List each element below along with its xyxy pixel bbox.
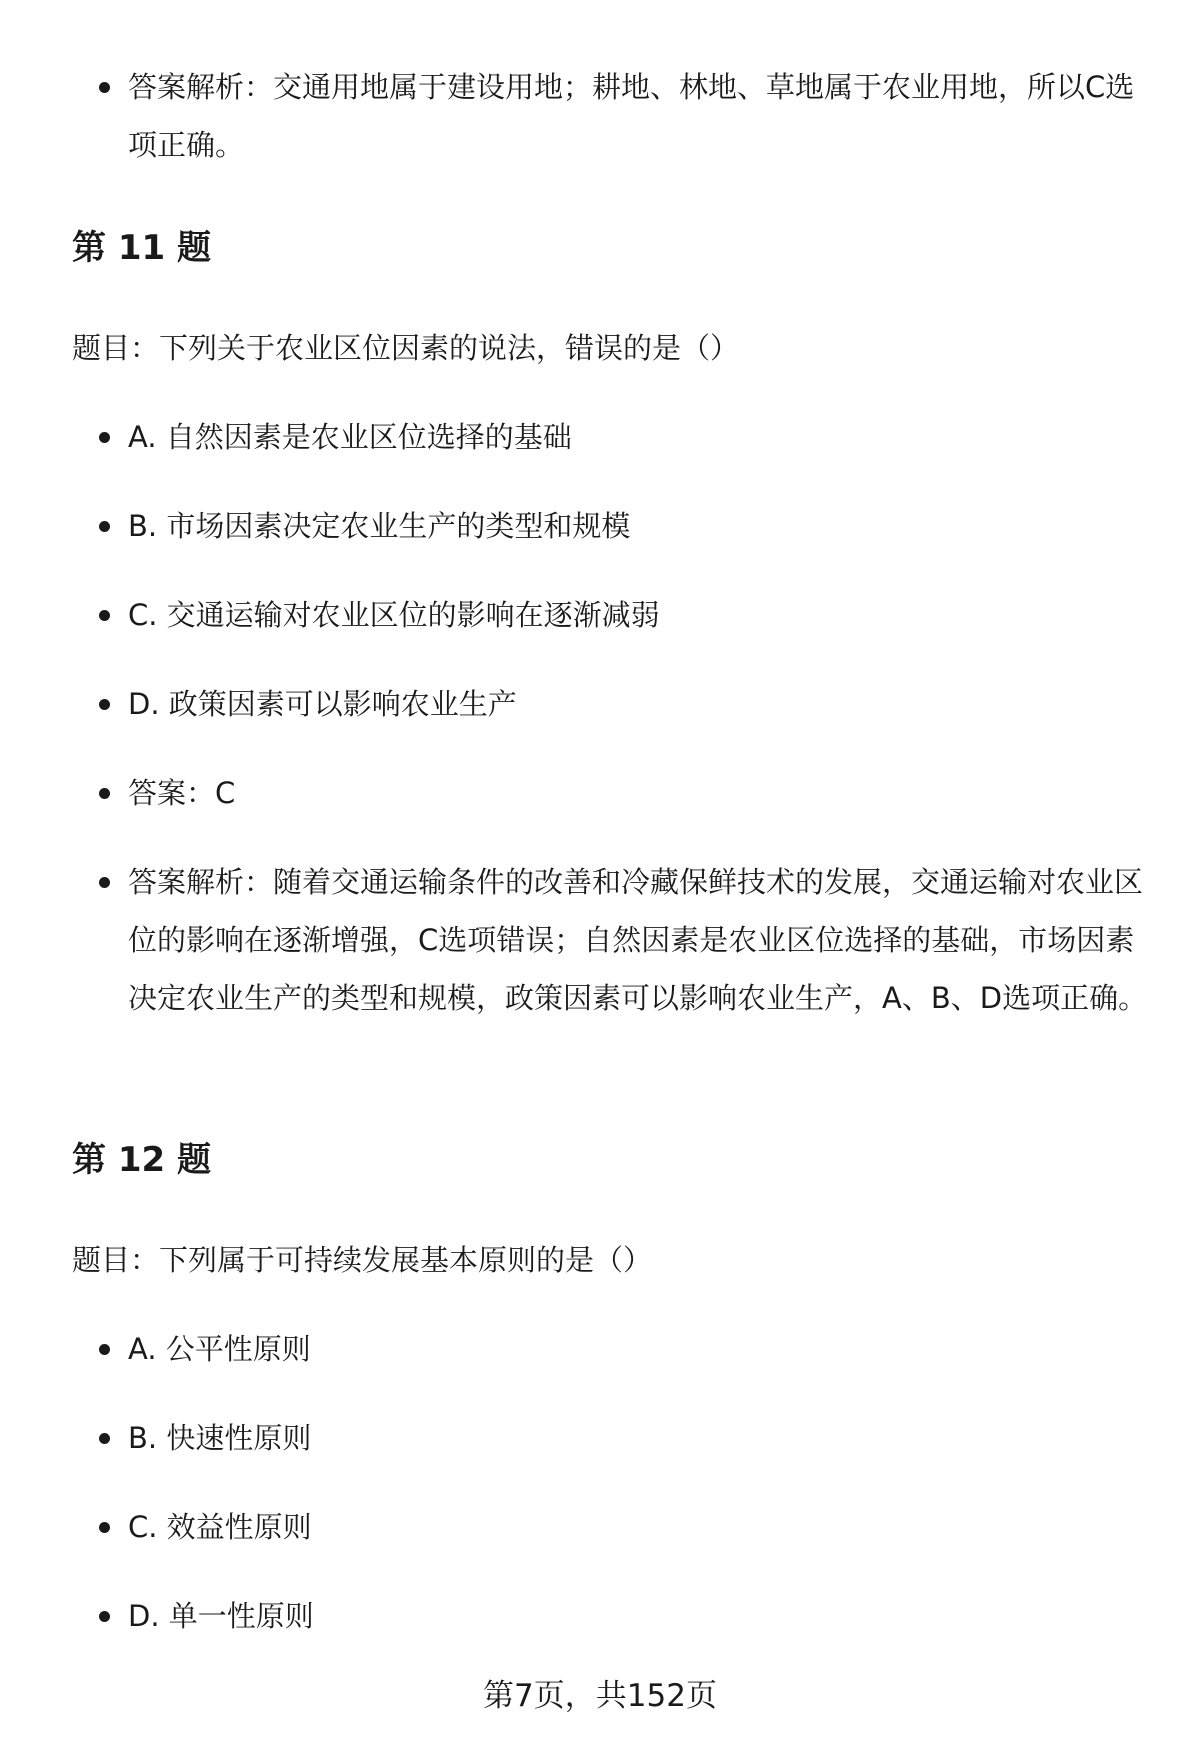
- option-label: B. 市场因素决定农业生产的类型和规模: [128, 509, 631, 543]
- page-indicator: 第7页，共152页: [483, 1678, 717, 1714]
- option-label: B. 快速性原则: [128, 1421, 312, 1455]
- option-label: D. 政策因素可以影响农业生产: [128, 687, 517, 721]
- option-label: A. 公平性原则: [128, 1332, 311, 1366]
- question-12-heading: 第 12 题: [72, 1140, 211, 1180]
- question-11-option-c: [128, 586, 1148, 644]
- question-11-heading: 第 11 题: [72, 228, 211, 268]
- question-12-option-b: [128, 1409, 1148, 1467]
- question-12-option-d: [128, 1587, 1148, 1645]
- option-label: C. 交通运输对农业区位的影响在逐渐减弱: [128, 598, 660, 632]
- explanation-text: 答案解析：随着交通运输条件的改善和冷藏保鲜技术的发展，交通运输对农业区位的影响在逐渐增强，C选项错误；自然因素是农业区位选择的基础，市场因素决定农业生产的类型和规模，政策因素可以影响农业生产，A、B、D选项正确。: [128, 865, 1148, 1015]
- option-label: C. 效益性原则: [128, 1510, 312, 1544]
- prev-explanation-text: 答案解析：交通用地属于建设用地；耕地、林地、草地属于农业用地，所以C选项正确。: [128, 70, 1135, 162]
- question-11-answer: [128, 764, 1148, 822]
- question-12-text: 题目：下列属于可持续发展基本原则的是（）: [72, 1243, 653, 1277]
- prev-explanation: [128, 58, 1148, 174]
- question-11-explanation: [128, 853, 1148, 1027]
- question-11-option-a: [128, 408, 1148, 466]
- answer-text: 答案：C: [128, 776, 236, 810]
- option-label: A. 自然因素是农业区位选择的基础: [128, 420, 572, 454]
- option-label: D. 单一性原则: [128, 1599, 314, 1633]
- question-11-option-d: [128, 675, 1148, 733]
- question-11-option-b: [128, 497, 1148, 555]
- question-12-option-c: [128, 1498, 1148, 1556]
- question-11-text: 题目：下列关于农业区位因素的说法，错误的是（）: [72, 331, 740, 365]
- question-12-option-a: [128, 1320, 1148, 1378]
